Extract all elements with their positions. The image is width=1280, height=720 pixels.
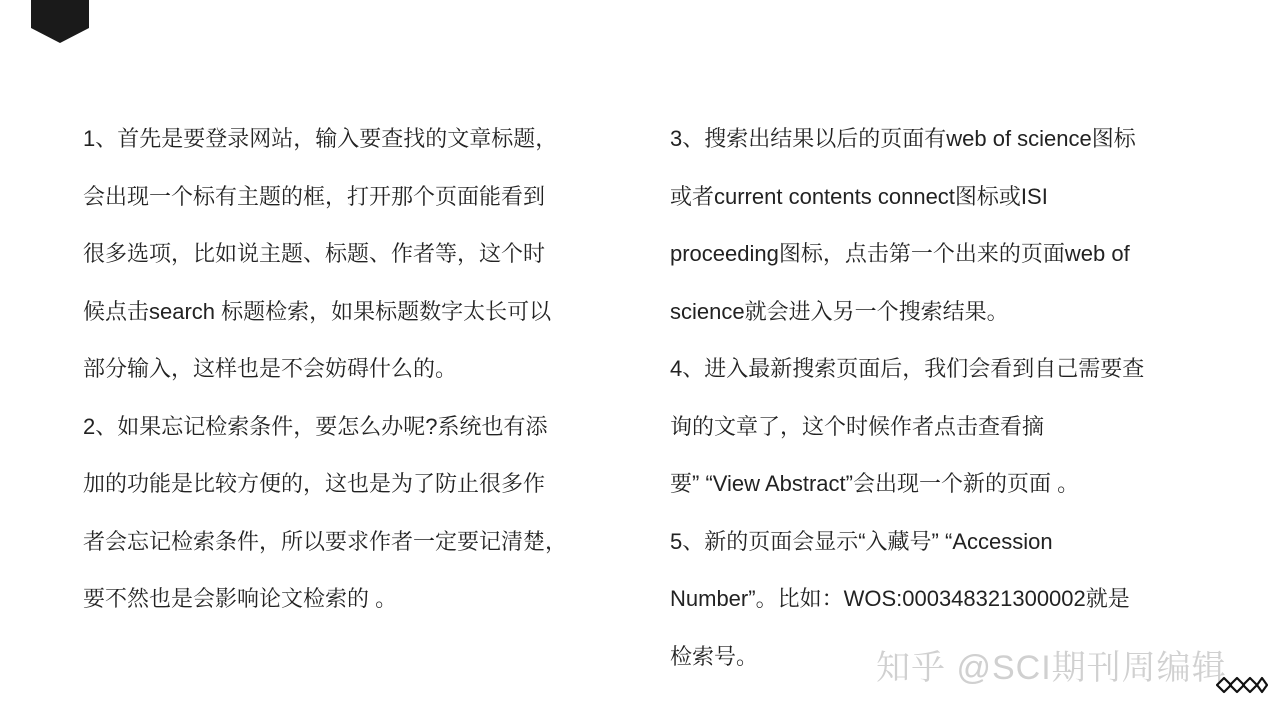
diamond-chain-icon: [1216, 676, 1268, 694]
right-text-column: [670, 110, 1210, 685]
text-line: 候点击search 标题检索，如果标题数字太长可以: [83, 298, 552, 324]
text-line: science就会进入另一个搜索结果。: [670, 298, 1009, 324]
text-line: 要” “View Abstract”会出现一个新的页面 。: [670, 471, 1080, 496]
text-line: 部分输入，这样也是不会妨碍什么的。: [83, 356, 458, 381]
text-line: 2、如果忘记检索条件，要怎么办呢?系统也有添: [83, 413, 548, 439]
text-line: 要不然也是会影响论文检索的 。: [83, 586, 398, 611]
text-line: 1、首先是要登录网站，输入要查找的文章标题，: [83, 126, 558, 151]
text-line: 很多选项，比如说主题、标题、作者等，这个时: [83, 241, 546, 266]
text-line: 者会忘记检索条件，所以要求作者一定要记清楚，: [83, 528, 568, 554]
text-line: 4、进入最新搜索页面后，我们会看到自己需要查: [670, 356, 1145, 381]
text-line: 会出现一个标有主题的框，打开那个页面能看到: [83, 183, 546, 209]
text-line: 询的文章了，这个时候作者点击查看摘: [670, 413, 1045, 439]
text-line: 加的功能是比较方便的，这也是为了防止很多作: [83, 471, 546, 496]
left-text-column: [83, 110, 623, 628]
text-line: 检索号。: [670, 643, 759, 669]
watermark: 知乎 @SCI期刊周编辑: [876, 649, 1227, 687]
text-line: 5、新的页面会显示“入藏号” “Accession: [670, 528, 1053, 554]
text-line: 或者current contents connect图标或ISI: [670, 183, 1048, 209]
pentagon-badge-icon: [31, 0, 89, 43]
text-line: 3、搜索出结果以后的页面有web of science图标: [670, 126, 1136, 151]
text-line: Number”。比如：WOS:000348321300002就是: [670, 586, 1130, 611]
text-line: proceeding图标，点击第一个出来的页面web of: [670, 241, 1130, 266]
